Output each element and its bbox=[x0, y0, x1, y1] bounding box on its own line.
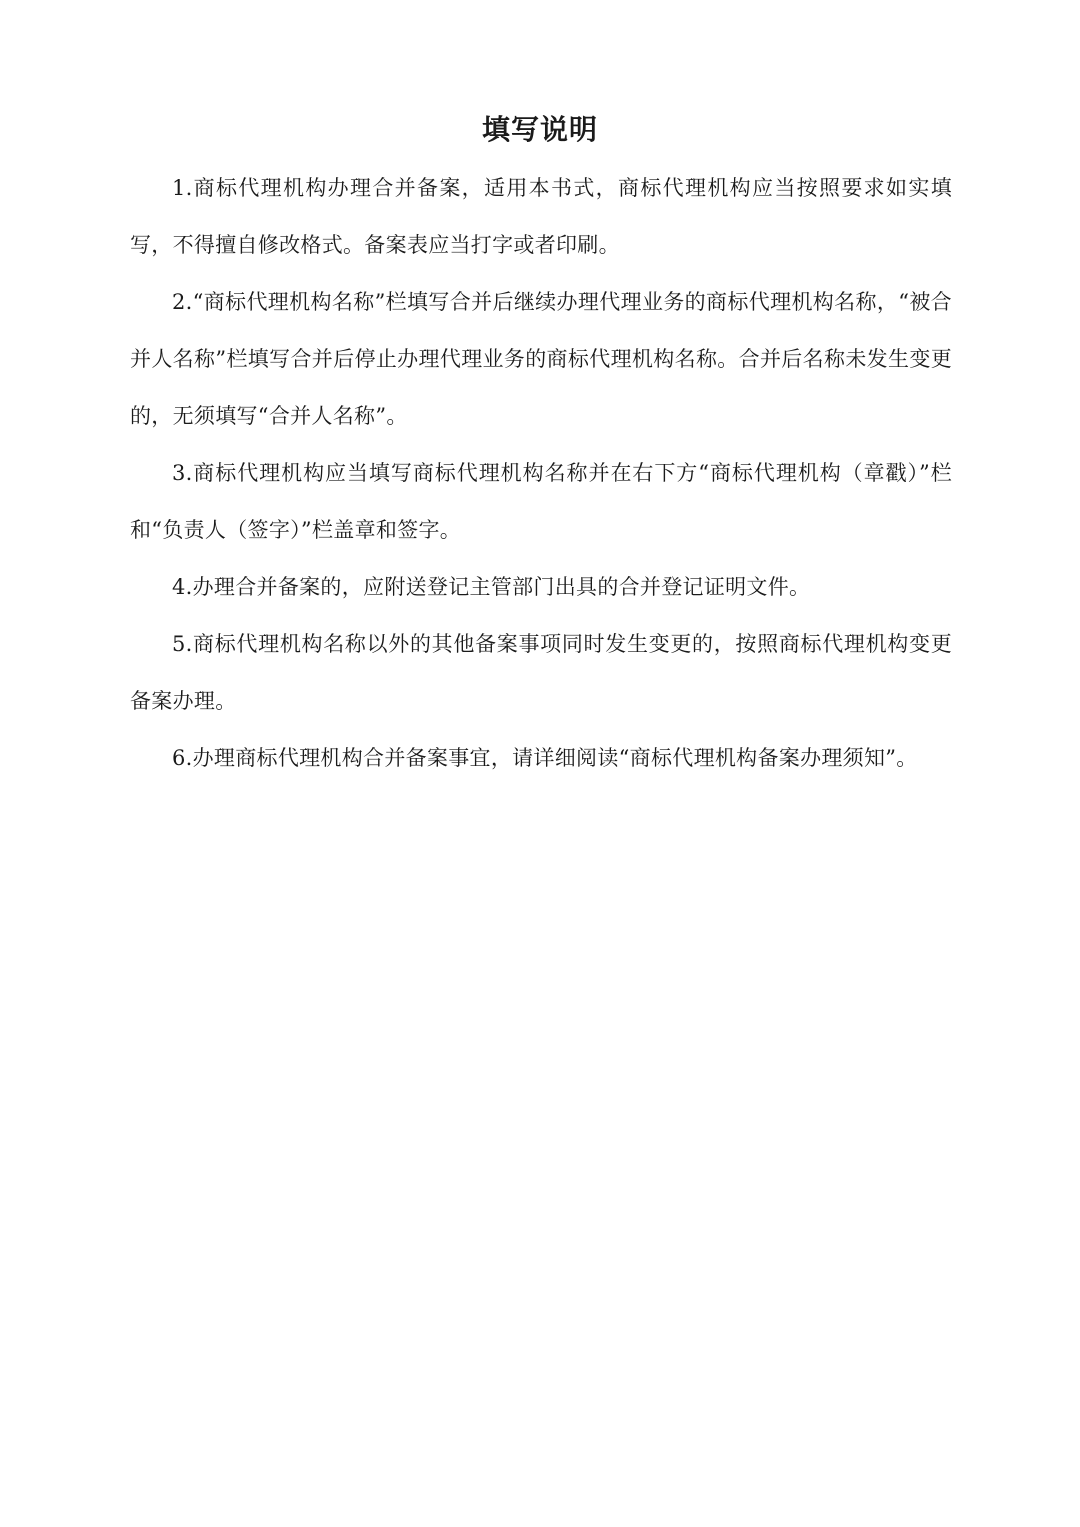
instructions-body bbox=[130, 160, 952, 787]
instruction-item-1: 1.商标代理机构办理合并备案，适用本书式，商标代理机构应当按照要求如实填写，不得擅自修改格式。备案表应当打字或者印刷。 bbox=[130, 176, 952, 257]
instruction-item-3: 3.商标代理机构应当填写商标代理机构名称并在右下方“商标代理机构（章戳）”栏和“负责人（签字）”栏盖章和签字。 bbox=[130, 461, 952, 542]
instruction-item-5: 5.商标代理机构名称以外的其他备案事项同时发生变更的，按照商标代理机构变更备案办理。 bbox=[130, 632, 952, 713]
instruction-item-4: 4.办理合并备案的，应附送登记主管部门出具的合并登记证明文件。 bbox=[172, 575, 811, 599]
instruction-item-2: 2.“商标代理机构名称”栏填写合并后继续办理代理业务的商标代理机构名称，“被合并人名称”栏填写合并后停止办理代理业务的商标代理机构名称。合并后名称未发生变更的，无须填写“合并人名称”。 bbox=[130, 290, 952, 428]
page-title: 填写说明 bbox=[481, 113, 598, 146]
instruction-item-6: 6.办理商标代理机构合并备案事宜，请详细阅读“商标代理机构备案办理须知”。 bbox=[172, 746, 918, 770]
